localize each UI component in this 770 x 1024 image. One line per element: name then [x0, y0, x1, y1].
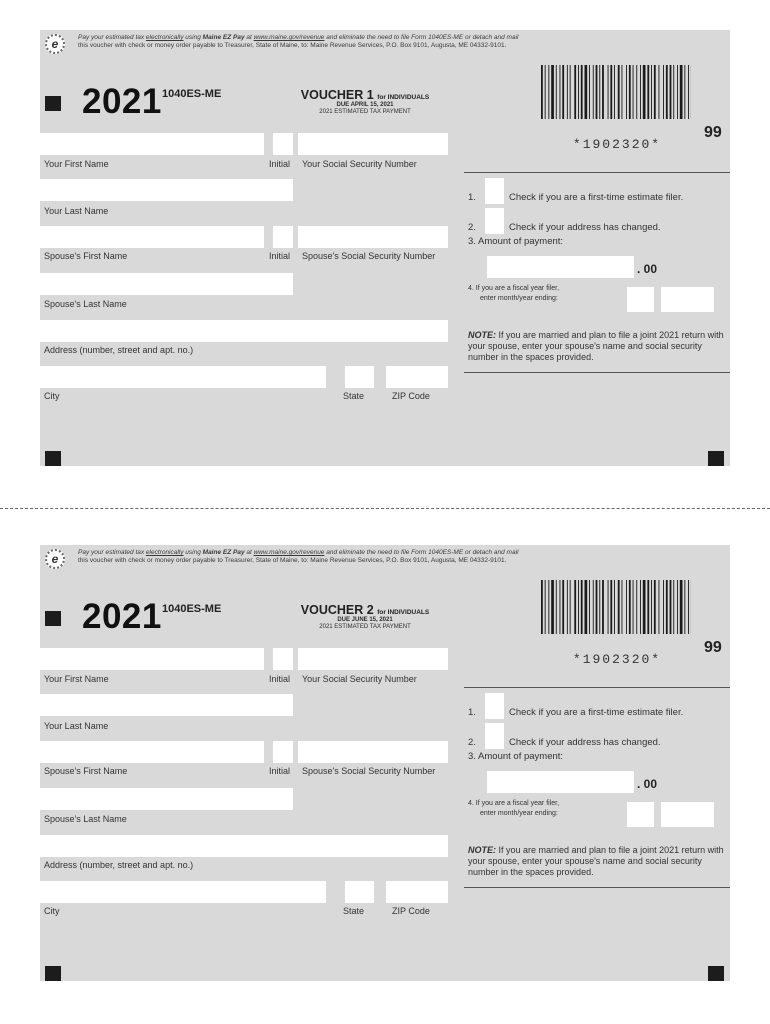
barcode-bar [633, 65, 634, 119]
barcode-bar [622, 580, 623, 634]
barcode-bar [602, 580, 604, 634]
initial-field[interactable] [273, 648, 293, 670]
first-name-field[interactable] [40, 648, 264, 670]
revenue-link[interactable]: www.maine.gov/revenue [253, 34, 325, 41]
spouse-first-name-field[interactable] [40, 741, 264, 763]
city-field[interactable] [40, 881, 326, 903]
initial-field[interactable] [273, 133, 293, 155]
barcode-bar [670, 580, 672, 634]
section-divider-bottom [464, 887, 730, 888]
barcode-bar [643, 580, 646, 634]
barcode-bar [608, 580, 609, 634]
barcode-bar [578, 65, 579, 119]
barcode-bar [626, 580, 627, 634]
section-divider-top [464, 687, 730, 688]
barcode-bar [562, 65, 564, 119]
barcode-number: *1902320* [572, 137, 662, 152]
ez-pay-logo-icon: e [45, 549, 65, 569]
option-2-number: 2. [468, 222, 476, 233]
barcode-bar [599, 65, 600, 119]
document-code: 99 [704, 639, 722, 656]
barcode-bar [640, 65, 641, 119]
cents-label: . 00 [637, 777, 658, 791]
spouse-last-name-label: Spouse's Last Name [44, 299, 127, 309]
barcode-bar [677, 580, 678, 634]
barcode-bar [585, 580, 588, 634]
spouse-ssn-label: Spouse's Social Security Number [302, 251, 436, 261]
fiscal-year-label: 4. If you are a fiscal year filer, enter month/year ending: [468, 800, 560, 817]
tax-year: 2021 [82, 597, 162, 636]
registration-mark [45, 451, 61, 466]
option-1-label: Check if you are a first-time estimate filer. [509, 192, 684, 203]
fiscal-year-label: 4. If you are a fiscal year filer, enter month/year ending: [468, 285, 560, 302]
barcode-bar [596, 580, 598, 634]
barcode-bar [673, 580, 674, 634]
barcode-bar [684, 580, 685, 634]
barcode-bar [614, 580, 615, 634]
barcode-bar [570, 65, 571, 119]
registration-mark [45, 96, 61, 111]
barcode-bar [551, 65, 554, 119]
barcode-bar [610, 580, 612, 634]
tax-year: 2021 [82, 82, 162, 121]
option-1-number: 1. [468, 192, 476, 203]
barcode-bar [556, 580, 557, 634]
ez-pay-line-1: Pay your estimated tax electronically using Maine EZ Pay at www.maine.gov/revenue and eliminate the need to file Form 1040ES-ME or detach and mail [78, 549, 519, 556]
document-code: 99 [704, 124, 722, 141]
barcode-bar [548, 580, 549, 634]
barcode-bar [688, 580, 689, 634]
spouse-last-name-label: Spouse's Last Name [44, 814, 127, 824]
fiscal-month-field[interactable] [627, 287, 654, 312]
spouse-first-name-label: Spouse's First Name [44, 251, 128, 261]
barcode-bar [618, 65, 620, 119]
amount-of-payment-label: 3. Amount of payment: [468, 751, 564, 762]
barcode-bar [589, 580, 590, 634]
barcode-bar [574, 65, 576, 119]
spouse-ssn-field[interactable] [298, 226, 448, 248]
first-name-label: Your First Name [44, 159, 109, 169]
revenue-link[interactable]: www.maine.gov/revenue [253, 549, 325, 556]
first-name-label: Your First Name [44, 674, 109, 684]
barcode-bar [581, 580, 583, 634]
barcode-bar [578, 580, 579, 634]
fiscal-year-field[interactable] [661, 287, 714, 312]
barcode-bar [581, 65, 583, 119]
barcode-bar [570, 580, 571, 634]
state-field[interactable] [345, 881, 374, 903]
registration-mark [45, 611, 61, 626]
last-name-label: Your Last Name [44, 206, 109, 216]
ssn-label: Your Social Security Number [302, 674, 417, 684]
cut-line [0, 508, 770, 509]
initial-label: Initial [269, 674, 291, 684]
initial-label: Initial [269, 159, 291, 169]
barcode-bar [560, 580, 561, 634]
barcode-bar [541, 65, 543, 119]
payment-amount-field[interactable] [487, 771, 634, 793]
barcode-bar [670, 65, 672, 119]
barcode-bar [640, 580, 641, 634]
spouse-ssn-field[interactable] [298, 741, 448, 763]
barcode-bar [593, 580, 594, 634]
zip-field[interactable] [386, 366, 448, 388]
barcode-bar [618, 580, 620, 634]
zip-label: ZIP Code [392, 391, 430, 401]
spouse-initial-label: Initial [269, 251, 291, 261]
barcode-bar [608, 65, 609, 119]
section-divider-bottom [464, 372, 730, 373]
barcode-bar [636, 580, 637, 634]
barcode-bar [599, 580, 600, 634]
note-text: NOTE: If you are married and plan to file a joint 2021 return with your spouse, enter your spouse's name and social security number in the spaces provided. [468, 330, 724, 362]
barcode-bar [643, 65, 646, 119]
barcode-bar [545, 65, 546, 119]
city-label: City [44, 906, 60, 916]
barcode-bar [651, 65, 652, 119]
barcode-bar [659, 65, 660, 119]
ssn-label: Your Social Security Number [302, 159, 417, 169]
barcode-bar [626, 65, 627, 119]
address-label: Address (number, street and apt. no.) [44, 345, 194, 355]
barcode-bar [659, 580, 660, 634]
barcode-bar [663, 580, 664, 634]
zip-label: ZIP Code [392, 906, 430, 916]
ez-pay-line-2: this voucher with check or money order payable to Treasurer, State of Maine, to: Maine Revenue Services, P.O. Box 9101, Augusta, ME 04332-9101. [78, 557, 507, 564]
option-2-label: Check if your address has changed. [509, 737, 661, 748]
section-divider-top [464, 172, 730, 173]
barcode-bar [654, 580, 656, 634]
barcode-bar [567, 65, 568, 119]
address-changed-checkbox[interactable] [485, 208, 504, 234]
spouse-last-name-field[interactable] [40, 788, 293, 810]
voucher-title: VOUCHER 1 for INDIVIDUALS DUE APRIL 15, 2021 2021 ESTIMATED TAX PAYMENT [300, 88, 430, 115]
barcode-bar [636, 65, 637, 119]
spouse-first-name-field[interactable] [40, 226, 264, 248]
state-field[interactable] [345, 366, 374, 388]
spouse-last-name-field[interactable] [40, 273, 293, 295]
address-label: Address (number, street and apt. no.) [44, 860, 194, 870]
payment-amount-field[interactable] [487, 256, 634, 278]
barcode-bar [677, 65, 678, 119]
ssn-field[interactable] [298, 133, 448, 155]
registration-mark [45, 966, 61, 981]
barcode-bar [666, 65, 668, 119]
ez-pay-logo-icon: e [45, 34, 65, 54]
address-field[interactable] [40, 320, 448, 342]
form-name: 1040ES-ME [162, 88, 222, 100]
voucher-1 [40, 30, 730, 466]
address-field[interactable] [40, 835, 448, 857]
cents-label: . 00 [637, 262, 658, 276]
registration-mark [708, 966, 724, 981]
barcode-bar [567, 580, 568, 634]
first-name-field[interactable] [40, 133, 264, 155]
voucher-title: VOUCHER 2 for INDIVIDUALS DUE JUNE 15, 2021 2021 ESTIMATED TAX PAYMENT [300, 603, 430, 630]
barcode-bar [654, 65, 656, 119]
barcode-bar [684, 65, 685, 119]
spouse-first-name-label: Spouse's First Name [44, 766, 128, 776]
zip-field[interactable] [386, 881, 448, 903]
barcode-bar [562, 580, 564, 634]
barcode-bar [651, 580, 652, 634]
barcode-bar [541, 580, 543, 634]
ez-pay-line-2: this voucher with check or money order payable to Treasurer, State of Maine, to: Maine Revenue Services, P.O. Box 9101, Augusta, ME 04332-9101. [78, 42, 507, 49]
barcode-bar [622, 65, 623, 119]
barcode-bar [593, 65, 594, 119]
city-label: City [44, 391, 60, 401]
last-name-label: Your Last Name [44, 721, 109, 731]
barcode-bar [556, 65, 557, 119]
spouse-initial-label: Initial [269, 766, 291, 776]
barcode-bar [647, 580, 649, 634]
state-label: State [343, 906, 365, 916]
barcode-bar [673, 65, 674, 119]
city-field[interactable] [40, 366, 326, 388]
spouse-ssn-label: Spouse's Social Security Number [302, 766, 436, 776]
fiscal-year-field[interactable] [661, 802, 714, 827]
barcode-bar [629, 65, 631, 119]
registration-mark [708, 451, 724, 466]
barcode-bar [602, 65, 604, 119]
barcode-bar [680, 65, 683, 119]
last-name-field[interactable] [40, 179, 293, 201]
address-changed-checkbox[interactable] [485, 723, 504, 749]
note-text: NOTE: If you are married and plan to file a joint 2021 return with your spouse, enter your spouse's name and social security number in the spaces provided. [468, 845, 724, 877]
barcode-bar [574, 580, 576, 634]
barcode-bar [663, 65, 664, 119]
barcode-bar [688, 65, 689, 119]
fiscal-month-field[interactable] [627, 802, 654, 827]
barcode-bar [647, 65, 649, 119]
barcode-bar [614, 65, 615, 119]
spouse-initial-field[interactable] [273, 741, 293, 763]
barcode-bar [551, 580, 554, 634]
barcode [541, 580, 691, 634]
first-time-filer-checkbox[interactable] [485, 693, 504, 719]
barcode-bar [629, 580, 631, 634]
barcode-bar [610, 65, 612, 119]
first-time-filer-checkbox[interactable] [485, 178, 504, 204]
barcode-bar [548, 65, 549, 119]
option-1-number: 1. [468, 707, 476, 718]
barcode [541, 65, 691, 119]
barcode-bar [545, 580, 546, 634]
option-1-label: Check if you are a first-time estimate filer. [509, 707, 684, 718]
state-label: State [343, 391, 365, 401]
form-name: 1040ES-ME [162, 603, 222, 615]
barcode-bar [589, 65, 590, 119]
barcode-bar [560, 65, 561, 119]
barcode-number: *1902320* [572, 652, 662, 667]
barcode-bar [666, 580, 668, 634]
barcode-bar [680, 580, 683, 634]
spouse-initial-field[interactable] [273, 226, 293, 248]
option-2-label: Check if your address has changed. [509, 222, 661, 233]
barcode-bar [596, 65, 598, 119]
last-name-field[interactable] [40, 694, 293, 716]
barcode-bar [585, 65, 588, 119]
barcode-bar [633, 580, 634, 634]
ssn-field[interactable] [298, 648, 448, 670]
ez-pay-line-1: Pay your estimated tax electronically using Maine EZ Pay at www.maine.gov/revenue and eliminate the need to file Form 1040ES-ME or detach and mail [78, 34, 519, 41]
voucher-2 [40, 545, 730, 981]
amount-of-payment-label: 3. Amount of payment: [468, 236, 564, 247]
option-2-number: 2. [468, 737, 476, 748]
